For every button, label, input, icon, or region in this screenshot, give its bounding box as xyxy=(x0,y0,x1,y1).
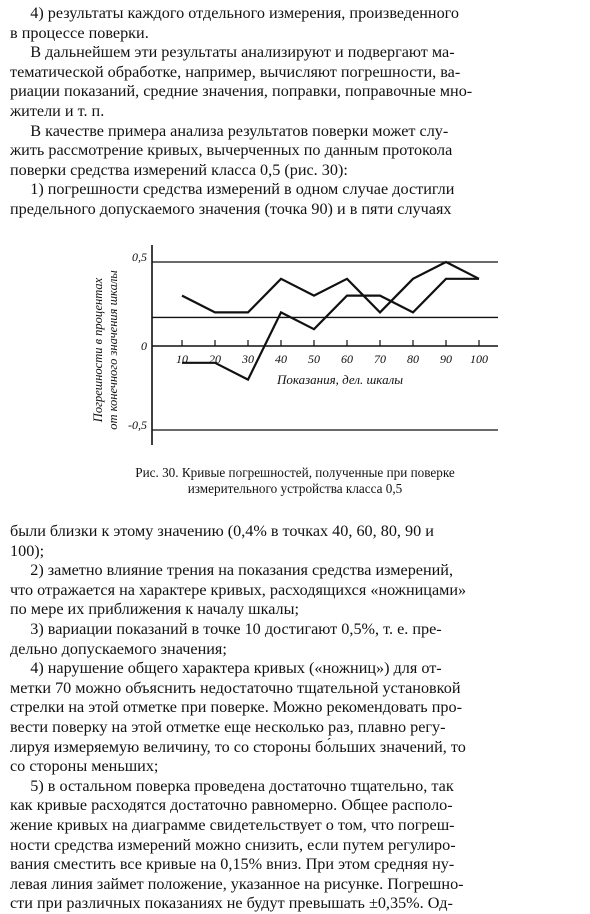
caption-line: Рис. 30. Кривые погрешностей, полученные при поверке xyxy=(135,465,455,480)
text-line: жение кривых на диаграмме свидетельствует о том, что погреш- xyxy=(10,815,455,834)
x-tick-label: 100 xyxy=(470,352,488,366)
text-line: 4) нарушение общего характера кривых («ножниц») для от- xyxy=(10,659,442,678)
x-tick-label: 80 xyxy=(407,352,419,366)
caption-line: измерительного устройства класса 0,5 xyxy=(187,481,403,496)
x-tick-label: 70 xyxy=(374,352,386,366)
text-line: поверки средства измерений класса 0,5 (рис. 30): xyxy=(10,160,348,179)
text-line: жители и т. п. xyxy=(10,101,105,120)
y-tick-label: 0,5 xyxy=(132,250,147,264)
y-axis-label-line2: от конечного значения шкалы xyxy=(106,270,120,430)
y-tick-label: 0 xyxy=(141,339,147,353)
error-curves-figure xyxy=(80,240,510,480)
text-line: риации показаний, средние значения, поправки, поправочные мно- xyxy=(10,82,473,101)
text-line: В дальнейшем эти результаты анализируют и подвергают ма- xyxy=(10,43,455,62)
x-axis-label: Показания, дел. шкалы xyxy=(276,372,404,387)
text-line: 100); xyxy=(10,541,45,560)
x-tick-label: 20 xyxy=(209,352,221,366)
text-line: со стороны меньших; xyxy=(10,757,159,776)
text-line: метки 70 можно объяснить недостаточно тщательной установкой xyxy=(10,678,461,697)
y-tick-label: -0,5 xyxy=(128,418,147,432)
text-line: 4) результаты каждого отдельного измерения, произведенного xyxy=(10,4,460,22)
text-line: тематической обработке, например, вычисляют погрешности, ва- xyxy=(10,62,461,81)
text-line: что отражается на характере кривых, расходящихся «ножницами» xyxy=(10,580,467,599)
text-line: вести поверку на этой отметке еще несколько раз, плавно регу- xyxy=(10,717,446,736)
text-line: стрелки на этой отметке при поверке. Можно рекомендовать про- xyxy=(10,698,462,717)
text-line: 2) заметно влияние трения на показания средства измерений, xyxy=(10,561,454,580)
x-tick-label: 30 xyxy=(242,352,254,366)
text-line: жить рассмотрение кривых, вычерченных по данным протокола xyxy=(10,141,453,160)
text-line: 3) вариации показаний в точке 10 достигают 0,5%, т. е. пре- xyxy=(10,619,442,638)
x-tick-label: 60 xyxy=(341,352,353,366)
text-line: в процессе поверки. xyxy=(10,23,149,42)
text-line: дельно допускаемого значения; xyxy=(10,639,227,658)
x-tick-label: 50 xyxy=(308,352,320,366)
text-line: вания сместить все кривые на 0,15% вниз. При этом средняя ну- xyxy=(10,855,455,874)
text-line: были близки к этому значению (0,4% в точках 40, 60, 80, 90 и xyxy=(10,522,434,540)
text-line: ности средства измерений можно снизить, если путем регулиро- xyxy=(10,835,456,854)
text-line: 1) погрешности средства измерений в одном случае достигли xyxy=(10,180,455,199)
text-line: как кривые расходятся достаточно равномерно. Общее располо- xyxy=(10,796,453,815)
y-axis-label-line1: Погрешности в процентах xyxy=(91,277,105,423)
error-curve-1 xyxy=(182,262,479,312)
bottom-paragraphs xyxy=(10,522,584,914)
top-paragraphs xyxy=(10,4,584,220)
figure-caption xyxy=(0,465,590,497)
text-line: В качестве примера анализа результатов поверки может слу- xyxy=(10,121,449,140)
text-line: лируя измеряемую величину, то со стороны бо́льших значений, то xyxy=(10,737,466,756)
text-line: 5) в остальном поверка проведена достаточно тщательно, так xyxy=(10,776,454,795)
x-tick-label: 10 xyxy=(176,352,188,366)
text-line: сти при различных показаниях не будут превышать ±0,35%. Од- xyxy=(10,894,453,913)
x-tick-label: 40 xyxy=(275,352,287,366)
error-curve-2 xyxy=(182,279,479,380)
text-line: левая линия займет положение, указанное на рисунке. Погрешно- xyxy=(10,874,464,893)
text-line: по мере их приближения к началу шкалы; xyxy=(10,600,299,619)
text-line: предельного допускаемого значения (точка 90) и в пяти случаях xyxy=(10,199,452,218)
x-tick-label: 90 xyxy=(440,352,452,366)
